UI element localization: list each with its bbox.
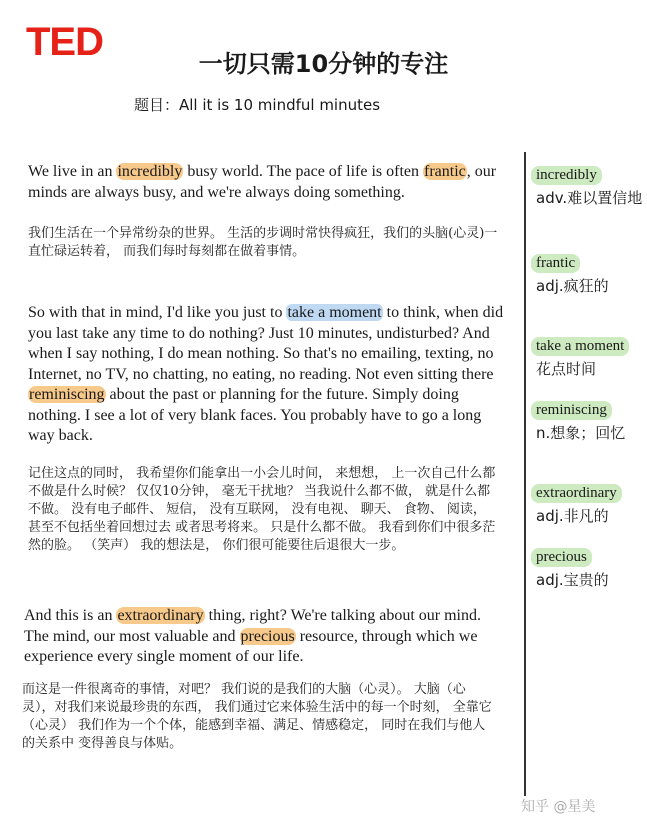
vocab-term: incredibly — [531, 166, 602, 185]
vocab-definition: adj.疯狂的 — [536, 277, 609, 295]
paragraph-1-chinese: 我们生活在一个异常纷杂的世界。 生活的步调时常快得疯狂，我们的头脑(心灵)一直忙碌运转着， 而我们每时每刻都在做着事情。 — [28, 226, 498, 259]
paragraph-2-chinese: 记住这点的同时， 我希望你们能拿出一小会儿时间， 来想想， 上一次自己什么都不做是什么时候？ 仅仅10分钟， 毫无干扰地？ 当我说什么都不做， 就是什么都不做。 没有电子邮件、 短信， 没有互联网， 没有电视、 聊天、 食物、 阅读， 甚至不包括坐着回想过去 或者思考将来。 只是什么都不做。 我看到你们中很多茫然的脸。 （笑声） 我的想法是， 你们很可能要往后退很大一步。 — [28, 466, 496, 553]
highlight-take-a-moment: take a moment — [287, 304, 382, 321]
vocab-item-precious — [531, 548, 643, 591]
vocab-item-reminiscing — [531, 401, 643, 444]
highlight-reminiscing: reminiscing — [29, 386, 105, 403]
vocab-definition: n.想象；回忆 — [536, 424, 626, 442]
paragraph-3-english: And this is an extraordinary thing, right? We're talking about our mind. The mind, our most valuable and precious resource, through which we experience every single moment of our life. — [24, 607, 481, 665]
vocab-item-extraordinary — [531, 484, 643, 527]
vocab-term: reminiscing — [531, 401, 612, 420]
vocab-term: extraordinary — [531, 484, 622, 503]
watermark: 知乎 @星美 — [521, 799, 596, 815]
vocab-term: frantic — [531, 254, 580, 273]
paragraph-2-english: So with that in mind, I'd like you just to take a moment to think, when did you last take any time to do nothing? Just 10 minutes, undisturbed? And when I say nothing, I do mean nothing. So that's no emailing, texting, no Internet, no TV, no chatting, no eating, no reading. Not even sitting there reminiscing about the past or planning for the future. Simply doing nothing. I see a lot of very blank faces. You probably have to go a long way back. — [28, 304, 504, 444]
highlight-precious: precious — [240, 627, 295, 645]
paragraph-3-chinese: 而这是一件很离奇的事情，对吧？ 我们说的是我们的大脑（心灵）。 大脑（心灵），对我们来说最珍贵的东西， 我们通过它来体验生活中的每一个时刻， 全靠它（心灵） 我们作为一个个体，能感到幸福、满足、情感稳定， 同时在我们与他人的关系中 变得善良与体贴。 — [22, 682, 492, 751]
vocab-definition: adv.难以置信地 — [536, 189, 643, 207]
highlight-frantic: frantic — [423, 163, 466, 180]
highlight-incredibly: incredibly — [117, 163, 183, 180]
vocab-item-frantic — [531, 254, 643, 297]
page-subtitle: 题目：All it is 10 mindful minutes — [134, 96, 381, 114]
paragraph-1-english: We live in an incredibly busy world. The pace of life is often frantic, our minds are always busy, and we're always doing something. — [28, 163, 497, 201]
vocab-item-incredibly — [531, 166, 643, 209]
vocab-definition: 花点时间 — [536, 360, 597, 378]
vocab-definition: adj.非凡的 — [536, 507, 609, 525]
vocab-term: take a moment — [531, 337, 629, 356]
ted-logo: TED — [26, 20, 103, 64]
highlight-extraordinary: extraordinary — [117, 607, 204, 624]
page-title: 一切只需10分钟的专注 — [198, 50, 449, 78]
vocabulary-divider — [524, 152, 526, 796]
vocab-term: precious — [531, 548, 592, 567]
vocab-definition: adj.宝贵的 — [536, 571, 609, 589]
vocab-item-take-a-moment — [531, 337, 643, 380]
